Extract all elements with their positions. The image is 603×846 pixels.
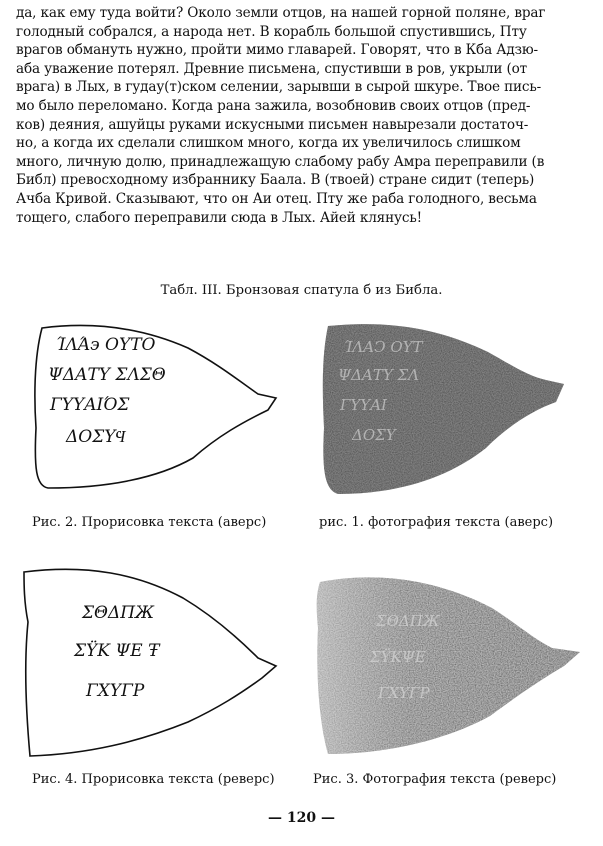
- text-line: тощего, слабого переправили сюда в Лых. Айей клянусь!: [16, 209, 422, 226]
- inscription-line: ΣΫΚ ΨΕ Ŧ: [74, 641, 160, 661]
- body-text: [16, 4, 590, 227]
- text-line: врага) в Лых, в гудау(т)ском селении, зарывши в сырой шкуре. Твое пись-: [16, 79, 542, 96]
- inscription-line: ΔΟΣΥϤ: [66, 427, 126, 447]
- inscription-line: ΨΔΑΤΥ ΣΛ: [338, 366, 419, 384]
- inscription-line: ΓΧΥΓΡ: [378, 684, 430, 702]
- inscription-line: ΣΫΚΨΕ: [370, 648, 426, 666]
- figure-caption: Рис. 3. Фотография текста (реверс): [313, 772, 557, 787]
- text-line: мо было переломано. Когда рана зажила, возобновив своих отцов (пред-: [16, 97, 531, 114]
- inscription-line: ΨΔΑΤΥ ΣΛΣΘ: [48, 365, 166, 385]
- spatula-drawing-averse: [28, 318, 290, 496]
- figure-caption: рис. 1. фотография текста (аверс): [319, 515, 554, 530]
- text-line: врагов обмануть нужно, пройти мимо главарей. Говорят, что в Кба Адзю-: [16, 42, 538, 59]
- text-line: ков) деяния, ашуйцы руками искусными письмен навырезали достаточ-: [16, 116, 529, 133]
- inscription-line: ΣΘΔΠЖ: [376, 612, 440, 630]
- spatula-photo-averse: [318, 318, 580, 500]
- page-number: — 120 —: [268, 810, 335, 826]
- figure-caption: Рис. 2. Прорисовка текста (аверс): [32, 515, 267, 530]
- text-line: много, личную долю, принадлежащую слабому рабу Амра переправили (в: [16, 153, 545, 170]
- spatula-photo-reverse: [312, 568, 590, 758]
- text-line: аба уважение потерял. Древние письмена, спустивши в ров, укрыли (от: [16, 60, 528, 77]
- spatula-drawing-reverse: [18, 562, 286, 762]
- text-line: Ачба Кривой. Сказывают, что он Аи отец. Пту же раба голодного, весьма: [16, 190, 537, 207]
- text-line: голодный собрался, а народа нет. В корабль большой спустившись, Пту: [16, 23, 527, 40]
- text-line: но, а когда их сделали слишком много, когда их увеличилось слишком: [16, 135, 521, 152]
- inscription-line: ΊΛΆ϶ ΟΥΤΟ: [56, 335, 156, 355]
- table-caption: Табл. III. Бронзовая спатула б из Библа.: [160, 283, 443, 298]
- inscription-line: ΓΥΥΑΙΌΣ: [50, 395, 130, 415]
- figure-caption: Рис. 4. Прорисовка текста (реверс): [32, 772, 275, 787]
- text-line: Библ) превосходному избраннику Баала. В (твоей) стране сидит (теперь): [16, 172, 535, 189]
- inscription-line: ΣΘΔΠЖ: [82, 603, 155, 623]
- inscription-line: ΓΥΥΑΙ: [340, 396, 387, 414]
- inscription-line: ΔΟΣΥ: [352, 426, 396, 444]
- inscription-line: ΓΧΥΓΡ: [86, 681, 145, 701]
- text-line: да, как ему туда войти? Около земли отцов, на нашей горной поляне, враг: [16, 5, 546, 21]
- inscription-line: ΊΛΑϽ ΟΥΤ: [344, 338, 423, 356]
